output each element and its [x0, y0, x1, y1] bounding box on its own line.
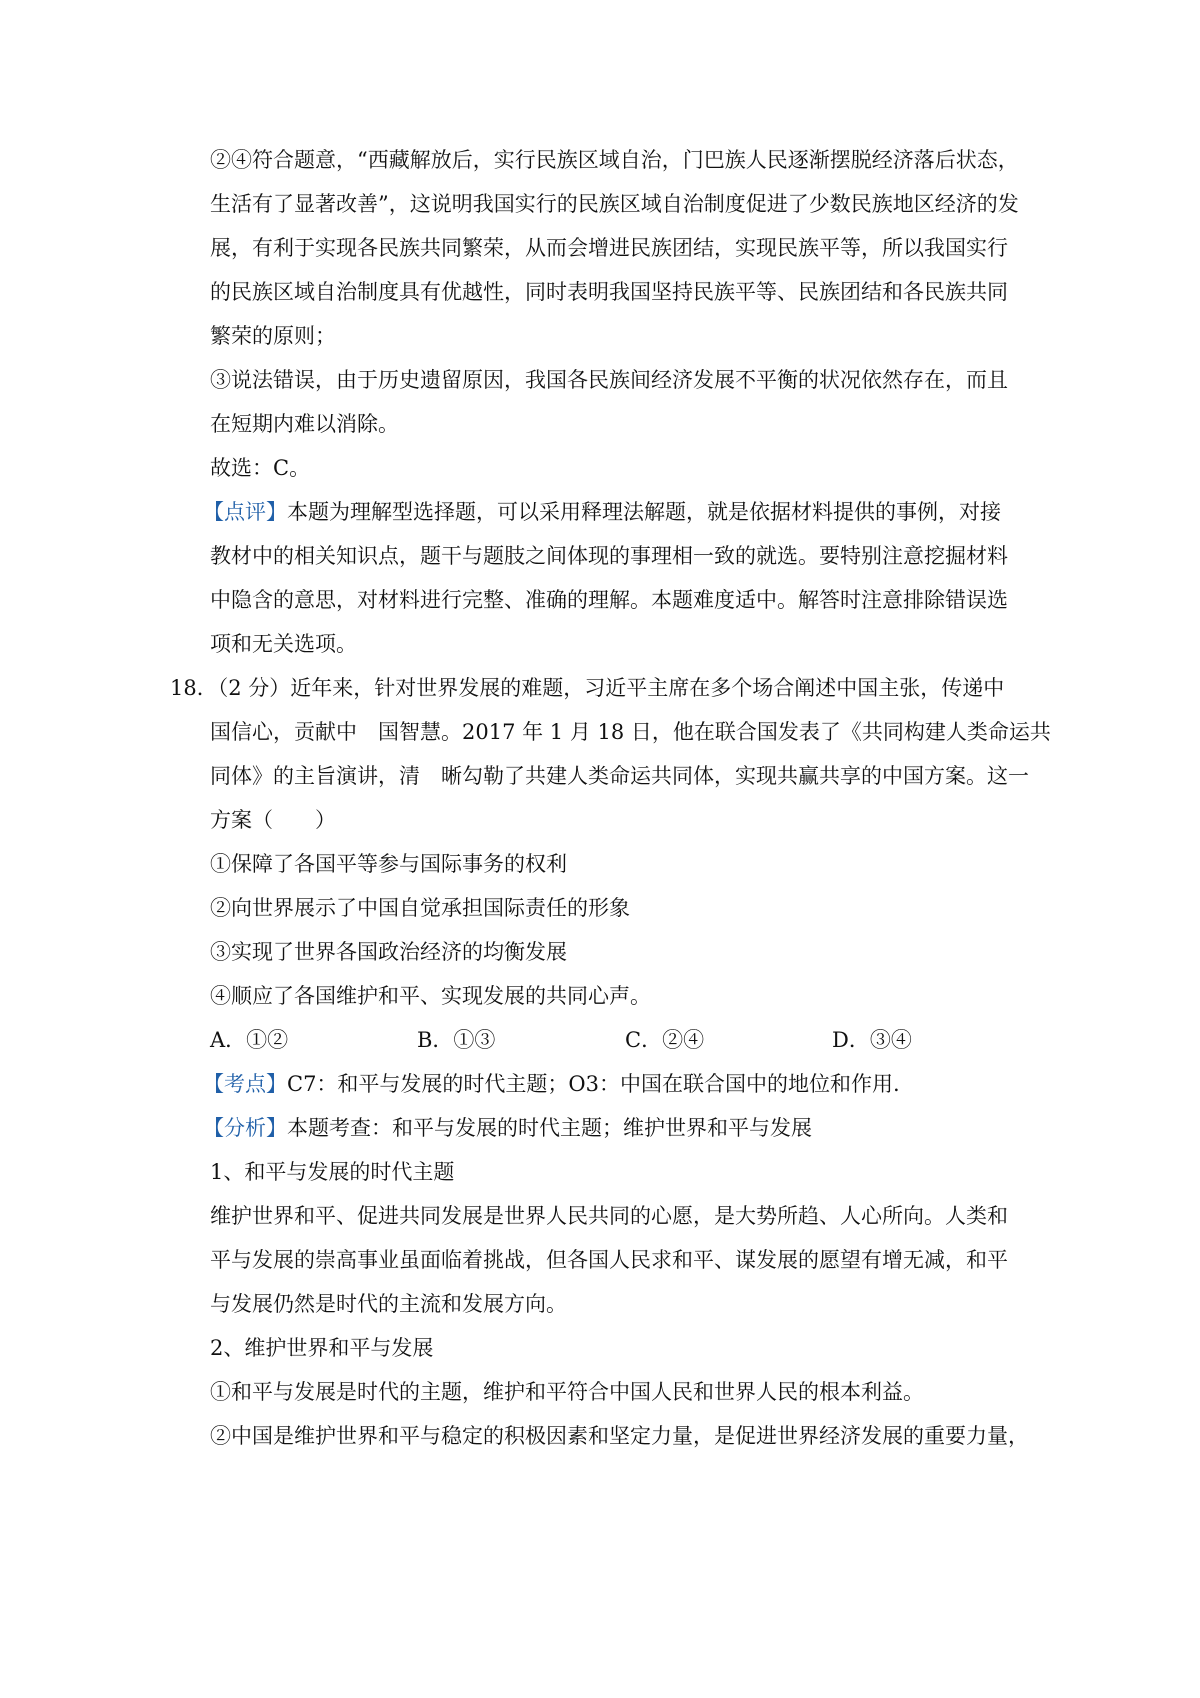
analysis-line: 在短期内难以消除。: [210, 412, 399, 436]
question-stem-line: 同体》的主旨演讲，清 晰勾勒了共建人类命运共同体，实现共赢共享的中国方案。这一: [210, 764, 1029, 788]
analysis-line: ②④符合题意，“西藏解放后，实行民族区域自治，门巴族人民逐渐摆脱经济落后状态，: [210, 148, 1019, 172]
question-stem-line: 国信心，贡献中 国智慧。2017 年 1 月 18 日，他在联合国发表了《共同构建人类命运共: [210, 720, 1051, 744]
option-a: A．①②: [210, 1028, 289, 1052]
fenxi-heading-1: 1、和平与发展的时代主题: [210, 1160, 455, 1184]
kaodian-tag: 【考点】: [203, 1072, 287, 1096]
fenxi-line: ②中国是维护世界和平与稳定的积极因素和坚定力量，是促进世界经济发展的重要力量，: [210, 1424, 1029, 1448]
analysis-line: 展，有利于实现各民族共同繁荣，从而会增进民族团结，实现民族平等，所以我国实行: [210, 236, 1008, 260]
comment-line: 项和无关选项。: [210, 632, 357, 656]
analysis-line: 生活有了显著改善”，这说明我国实行的民族区域自治制度促进了少数民族地区经济的发: [210, 192, 1019, 216]
comment-line: [203, 497, 1023, 527]
question-number: 18．: [170, 676, 218, 700]
options-row: [210, 1025, 1030, 1055]
answer-line: 故选：C。: [210, 456, 311, 480]
fenxi-heading-2: 2、维护世界和平与发展: [210, 1336, 434, 1360]
kaodian-line: [203, 1069, 1023, 1099]
fenxi-line: ①和平与发展是时代的主题，维护和平符合中国人民和世界人民的根本利益。: [210, 1380, 924, 1404]
fenxi-tag: 【分析】: [203, 1116, 287, 1140]
fenxi-text: 本题考查：和平与发展的时代主题；维护世界和平与发展: [287, 1116, 812, 1140]
comment-text: 本题为理解型选择题，可以采用释理法解题，就是依据材料提供的事例，对接: [287, 500, 1001, 524]
statement-1: ①保障了各国平等参与国际事务的权利: [210, 852, 567, 876]
question-stem-line: 方案（ ）: [210, 808, 336, 832]
kaodian-text: C7：和平与发展的时代主题；O3：中国在联合国中的地位和作用.: [287, 1072, 900, 1096]
option-b: B．①③: [417, 1028, 496, 1052]
statement-3: ③实现了世界各国政治经济的均衡发展: [210, 940, 567, 964]
comment-tag: 【点评】: [203, 500, 287, 524]
option-c: C．②④: [625, 1028, 705, 1052]
analysis-line: ③说法错误，由于历史遗留原因，我国各民族间经济发展不平衡的状况依然存在，而且: [210, 368, 1008, 392]
comment-line: 中隐含的意思，对材料进行完整、准确的理解。本题难度适中。解答时注意排除错误选: [210, 588, 1008, 612]
statement-2: ②向世界展示了中国自觉承担国际责任的形象: [210, 896, 630, 920]
analysis-line: 的民族区域自治制度具有优越性，同时表明我国坚持民族平等、民族团结和各民族共同: [210, 280, 1008, 304]
question-stem: （2 分）近年来，针对世界发展的难题，习近平主席在多个场合阐述中国主张，传递中: [217, 676, 1005, 700]
fenxi-line: 维护世界和平、促进共同发展是世界人民共同的心愿，是大势所趋、人心所向。人类和: [210, 1204, 1008, 1228]
question-18-line: [170, 673, 1040, 703]
comment-line: 教材中的相关知识点，题干与题肢之间体现的事理相一致的就选。要特别注意挖掘材料: [210, 544, 1008, 568]
option-d: D．③④: [832, 1028, 912, 1052]
statement-4: ④顺应了各国维护和平、实现发展的共同心声。: [210, 984, 651, 1008]
analysis-line: 繁荣的原则；: [210, 324, 336, 348]
fenxi-line: 平与发展的崇高事业虽面临着挑战，但各国人民求和平、谋发展的愿望有增无减，和平: [210, 1248, 1008, 1272]
fenxi-line: 与发展仍然是时代的主流和发展方向。: [210, 1292, 567, 1316]
fenxi-line: [203, 1113, 1023, 1143]
